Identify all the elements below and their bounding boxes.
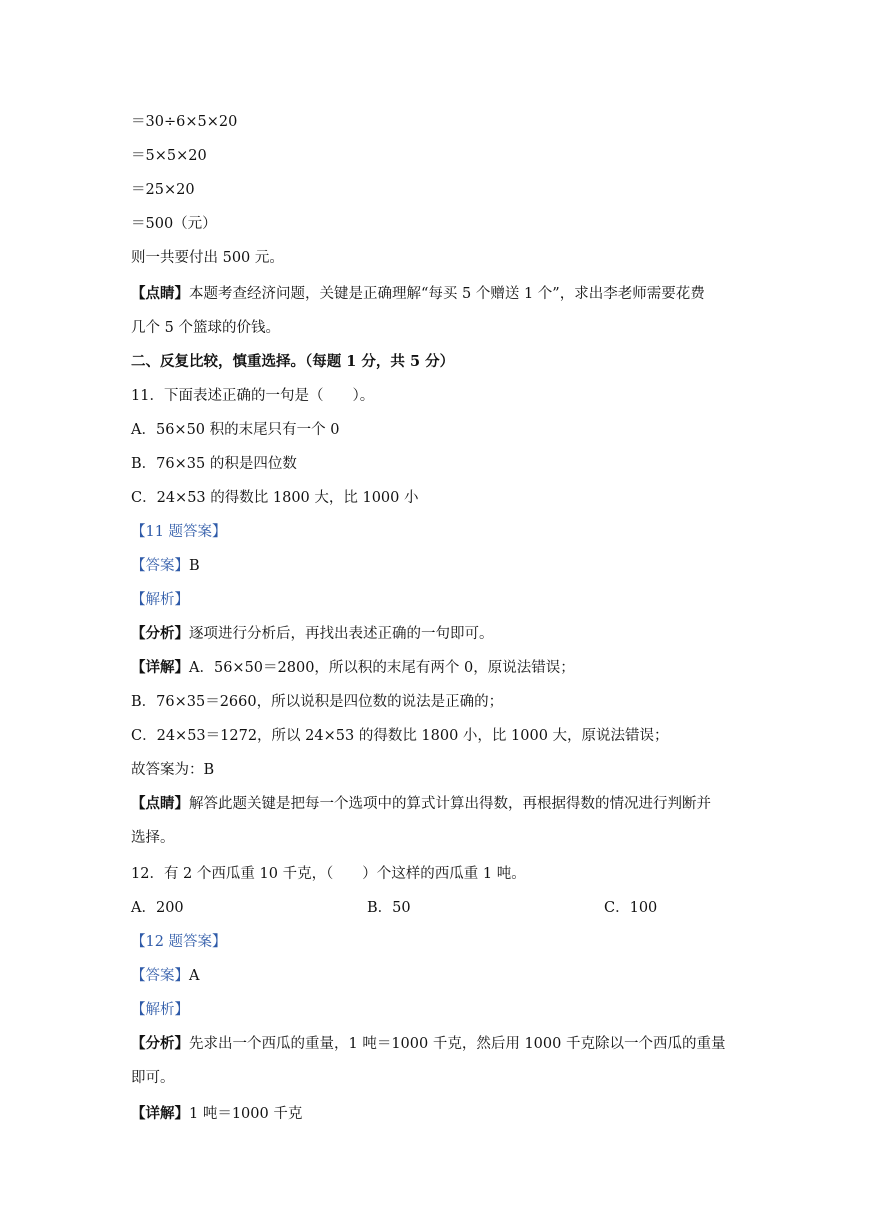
- q12-analysis-line-2: 即可。: [131, 1070, 175, 1086]
- q12-answer-heading: 【12 题答案】: [131, 934, 227, 950]
- calc-conclusion: 则一共要付出 500 元。: [131, 250, 284, 266]
- comment-tag: 【点睛】: [131, 285, 189, 302]
- question-12-option-c: C．100: [604, 900, 658, 916]
- q12-detail: [131, 1104, 302, 1124]
- section-heading: 二、反复比较，慎重选择。（每题 1 分，共 5 分）: [131, 353, 455, 370]
- prev-comment-line-2: 几个 5 个篮球的价钱。: [131, 320, 280, 336]
- detail-tag: 【详解】: [131, 1105, 189, 1122]
- detail-text: A．56×50＝2800，所以积的末尾有两个 0，原说法错误；: [189, 660, 575, 676]
- q11-comment-line-1: [131, 794, 711, 814]
- comment-tag: 【点睛】: [131, 795, 189, 812]
- q11-detail-c: C．24×53＝1272，所以 24×53 的得数比 1800 小，比 1000 大，原说法错误；: [131, 728, 669, 744]
- q11-analysis: [131, 624, 494, 644]
- q11-answer: [131, 556, 200, 576]
- q11-final-answer: 故答案为：B: [131, 762, 215, 778]
- q12-analysis-heading: 【解析】: [131, 1002, 189, 1018]
- q11-detail-a: [131, 658, 575, 678]
- q12-answer: [131, 966, 199, 986]
- q11-detail-b: B．76×35＝2660，所以说积是四位数的说法是正确的；: [131, 694, 504, 710]
- calc-step-4: ＝500（元）: [131, 216, 217, 232]
- analysis-tag: 【分析】: [131, 1035, 189, 1052]
- answer-tag: 【答案】: [131, 968, 189, 984]
- answer-value: A: [189, 968, 200, 984]
- comment-text: 本题考查经济问题，关键是正确理解“每买 5 个赠送 1 个”，求出李老师需要花费: [189, 286, 705, 302]
- q12-analysis-line-1: [131, 1034, 725, 1054]
- prev-comment-line-1: [131, 284, 705, 304]
- calc-step-1: ＝30÷6×5×20: [131, 114, 238, 130]
- answer-value: B: [189, 558, 200, 574]
- question-11-option-a: A．56×50 积的末尾只有一个 0: [131, 422, 340, 438]
- detail-text: 1 吨＝1000 千克: [189, 1106, 303, 1122]
- analysis-text: 逐项进行分析后，再找出表述正确的一句即可。: [189, 626, 494, 642]
- question-11-option-b: B．76×35 的积是四位数: [131, 456, 297, 472]
- calc-step-2: ＝5×5×20: [131, 148, 207, 164]
- analysis-text: 先求出一个西瓜的重量，1 吨＝1000 千克，然后用 1000 千克除以一个西瓜的重量: [189, 1036, 726, 1052]
- q11-comment-line-2: 选择。: [131, 830, 175, 846]
- q11-analysis-heading: 【解析】: [131, 592, 189, 608]
- question-12-option-b: B．50: [367, 900, 411, 916]
- q11-answer-heading: 【11 题答案】: [131, 524, 227, 540]
- analysis-tag: 【分析】: [131, 625, 189, 642]
- calc-step-3: ＝25×20: [131, 182, 195, 198]
- question-11-stem: 11．下面表述正确的一句是（ ）。: [131, 388, 375, 404]
- question-12-stem: 12．有 2 个西瓜重 10 千克，（ ）个这样的西瓜重 1 吨。: [131, 866, 526, 882]
- comment-text: 解答此题关键是把每一个选项中的算式计算出得数，再根据得数的情况进行判断并: [189, 796, 711, 812]
- question-12-option-a: A．200: [131, 900, 184, 916]
- question-11-option-c: C．24×53 的得数比 1800 大，比 1000 小: [131, 490, 419, 506]
- answer-tag: 【答案】: [131, 558, 189, 574]
- detail-tag: 【详解】: [131, 659, 189, 676]
